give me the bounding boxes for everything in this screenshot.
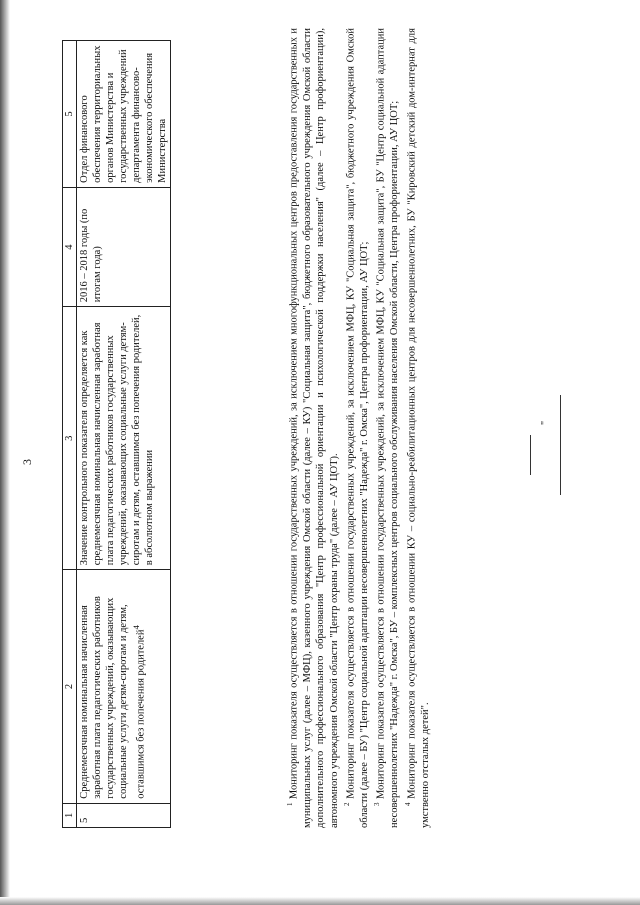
footnote-mark: 3 xyxy=(373,802,382,806)
indicator-text: Среднемесячная номинальная начисленная заработная плата педагогических работников государственных учреждений, оказывающих социальные услуги детям-сиротам и детям, оставшимся без попечения родителей xyxy=(79,596,147,799)
footnote xyxy=(402,28,432,828)
header-cell-3: 3 xyxy=(63,307,77,570)
table-row xyxy=(77,41,171,828)
reporting-period: 2016 – 2018 годы (по итогам года) xyxy=(77,187,171,306)
footnote xyxy=(284,28,341,828)
footnote-text: Мониторинг показателя осуществляется в отношении государственных учреждений, за исключением многофункциональных центров предоставления государственных и муниципальных услуг (далее – МФЦ), казенного учреждения Омской области (далее – КУ) "Социальная защита", бюджетного образовательного учреждения Омской области дополнительного профессионального образования "Центр профессиональной ориентации и психологической поддержки населения" (далее – Центр профориентации), автономного учреждения Омской области "Центр охраны труда" (далее – АУ ЦОТ). xyxy=(288,28,340,828)
footnote-mark: 1 xyxy=(286,802,294,806)
header-cell-1: 1 xyxy=(63,803,77,827)
row-number: 5 xyxy=(77,803,171,827)
footnote xyxy=(341,28,371,828)
separator-line xyxy=(530,435,531,475)
header-cell-5: 5 xyxy=(63,41,77,188)
calculation-method: Значение контрольного показателя определяется как среднемесячная номинальная начисленная заработная плата педагогических работников государственных учреждений, оказывающих социальные услуги детям-сиротам и детям, оставшимся без попечения родителей, в абсолютном выражении xyxy=(77,307,171,570)
indicator-table xyxy=(62,40,171,828)
header-cell-2: 2 xyxy=(63,570,77,803)
footnote-text: Мониторинг показателя осуществляется в отношении государственных учреждений, за исключением МФЦ, КУ "Социальная защита", бюджетного учреждения Омской области (далее – БУ) "Центр социальной адаптации несовершеннолетних "Надежда" г. Омска", Центра профориентации, АУ ЦОТ; xyxy=(345,28,371,828)
page-number: 3 xyxy=(20,459,34,465)
footnote-text: Мониторинг показателя осуществляется в отношении государственных учреждений, за исключением МФЦ, КУ "Социальная защита", БУ "Центр социальной адаптации несовершеннолетних "Надежда" г. Омска", БУ – комплексных центров социального обслуживания населения Омской области, Центра профориентации, АУ ЦОТ; xyxy=(375,27,401,828)
footnote-mark: 4 xyxy=(403,802,412,806)
indicator-name xyxy=(77,570,171,803)
footnote xyxy=(371,28,401,828)
responsible-unit: Отдел финансового обеспечения территориальных органов Министерства и государственных учреждений департамента финансово-экономического обеспечения Министерства xyxy=(77,41,171,188)
indicator-footnote-mark: 4 xyxy=(131,625,141,630)
table-header-row xyxy=(63,41,77,828)
end-mark: " xyxy=(540,420,551,425)
separator-line xyxy=(560,395,561,495)
footnote-mark: 2 xyxy=(343,802,352,806)
footnote-text: Мониторинг показателя осуществляется в отношении КУ – социально-реабилитационных центров для несовершеннолетних, БУ "Кировский детский дом-интернат для умственно отсталых детей". xyxy=(406,28,431,828)
header-cell-4: 4 xyxy=(63,187,77,306)
footnotes xyxy=(284,28,432,828)
